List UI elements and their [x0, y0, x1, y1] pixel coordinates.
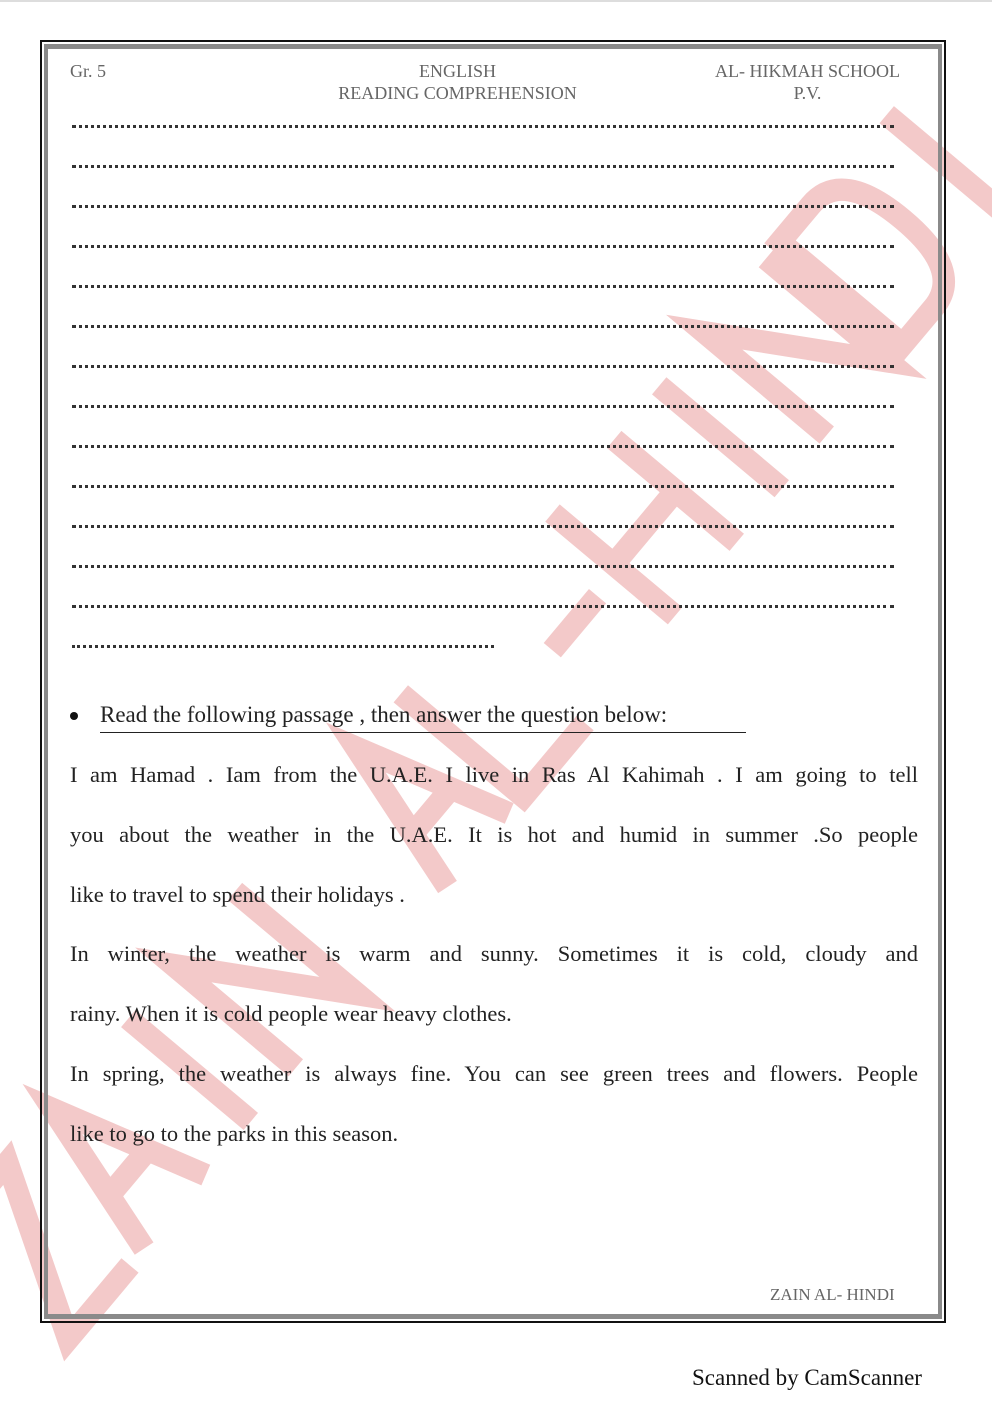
passage-line: you about the weather in the U.A.E. It is hot and humid in summer .So people	[70, 822, 918, 847]
answer-line	[72, 641, 494, 648]
answer-line	[72, 121, 894, 128]
author-signature: ZAIN AL- HINDI	[770, 1285, 895, 1304]
subject-title: ENGLISH	[419, 61, 496, 81]
section-title: READING COMPREHENSION	[338, 83, 577, 103]
scanner-note: Scanned by CamScanner	[692, 1365, 922, 1390]
school-sub: P.V.	[793, 83, 822, 103]
answer-line	[72, 241, 894, 248]
bullet-icon	[70, 712, 78, 720]
passage-line: like to travel to spend their holidays .	[70, 882, 405, 907]
school-name: AL- HIKMAH SCHOOL	[715, 61, 900, 81]
answer-line	[72, 561, 894, 568]
answer-line	[72, 321, 894, 328]
answer-line	[72, 521, 894, 528]
answer-line	[72, 201, 894, 208]
answer-line	[72, 161, 894, 168]
answer-line	[72, 281, 894, 288]
grade-label: Gr. 5	[70, 61, 106, 81]
scan-edge	[0, 0, 992, 2]
passage-line: In spring, the weather is always fine. You can see green trees and flowers. People	[70, 1061, 918, 1086]
passage-line: rainy. When it is cold people wear heavy clothes.	[70, 1001, 512, 1026]
passage-line: In winter, the weather is warm and sunny. Sometimes it is cold, cloudy and	[70, 941, 918, 966]
answer-line	[72, 441, 894, 448]
passage-line: I am Hamad . Iam from the U.A.E. I live in Ras Al Kahimah . I am going to tell	[70, 762, 918, 787]
answer-line	[72, 361, 894, 368]
answer-line	[72, 401, 894, 408]
instruction: Read the following passage , then answer the question below:	[100, 701, 746, 733]
answer-line	[72, 481, 894, 488]
passage-line: like to go to the parks in this season.	[70, 1121, 399, 1146]
answer-line	[72, 601, 894, 608]
